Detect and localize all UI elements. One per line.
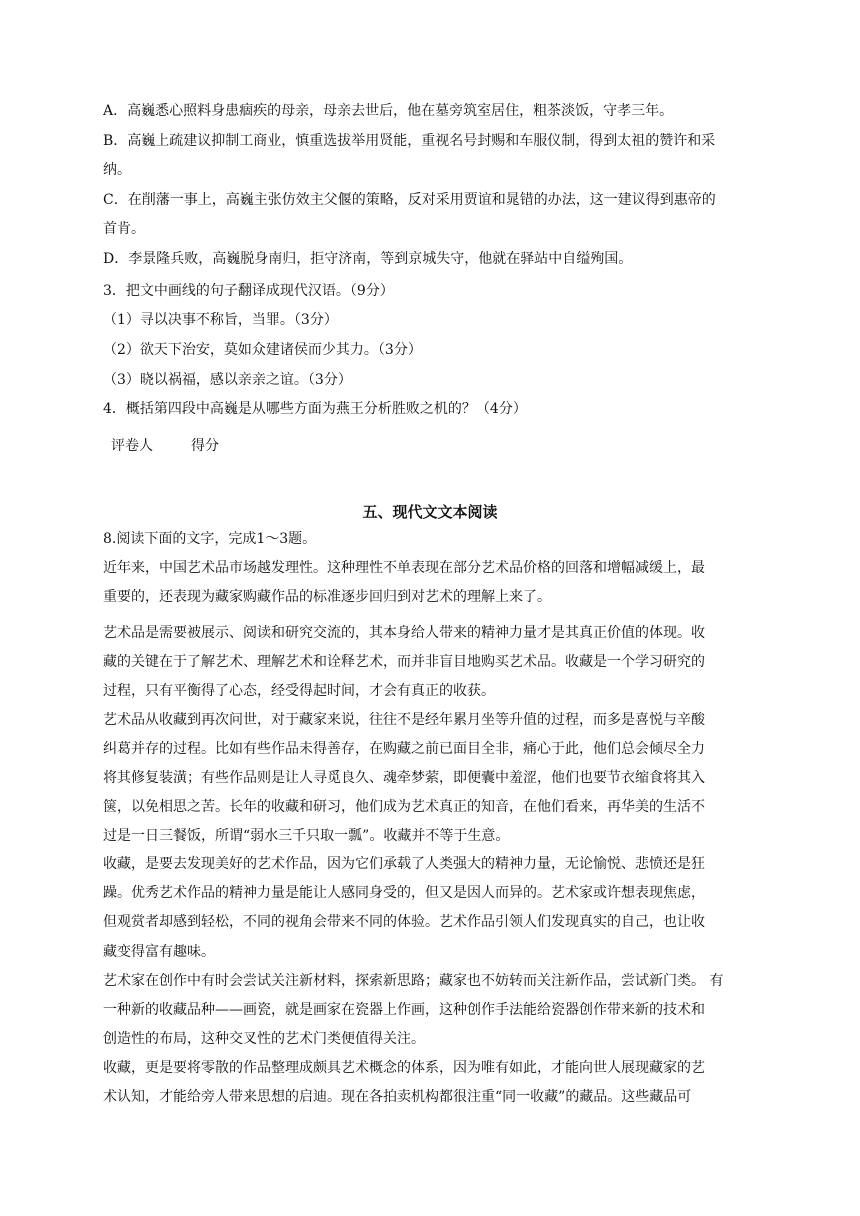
passage-line: 过是一日三餐饭，所谓“弱水三千只取一瓢”。收藏并不等于生意。 — [103, 828, 510, 844]
question-3-1: （1）寻以决事不称旨，当罪。（3分） — [103, 312, 338, 328]
passage-line: 重要的，还表现为藏家购藏作品的标准逐步回归到对艺术的理解上来了。 — [103, 589, 551, 605]
passage-line: 过程，只有平衡得了心态，经受得起时间，才会有真正的收获。 — [103, 683, 495, 699]
passage-line: 术认知，才能给旁人带来思想的启迪。现在各拍卖机构都很注重“同一收藏”的藏品。这些藏品可 — [103, 1089, 692, 1105]
passage-line: 艺术品从收藏到再次问世，对于藏家来说，往往不是经年累月坐等升值的过程，而多是喜悦与辛酸 — [103, 712, 705, 728]
option-b-line-2: 纳。 — [103, 162, 131, 178]
option-d: D．李景隆兵败，高巍脱身南归，拒守济南，等到京城失守，他就在驿站中自缢殉国。 — [103, 251, 633, 267]
grader-label: 评卷人 — [111, 438, 153, 454]
passage-line: 收藏，更是要将零散的作品整理成颇具艺术概念的体系，因为唯有如此，才能向世人展现藏家的艺 — [103, 1060, 705, 1076]
passage-line: 收藏，是要去发现美好的艺术作品，因为它们承载了人类强大的精神力量，无论愉悦、悲愤还是狂 — [103, 856, 705, 872]
passage-line: 箧，以免相思之苦。长年的收藏和研习，他们成为艺术真正的知音，在他们看来，再华美的生活不 — [103, 799, 705, 815]
passage-line: 但观赏者却感到轻松，不同的视角会带来不同的体验。艺术作品引领人们发现真实的自己，也让收 — [103, 914, 705, 930]
option-a: A．高巍悉心照料身患痼疾的母亲，母亲去世后，他在墓旁筑室居住，粗茶淡饭，守孝三年。 — [103, 103, 674, 119]
passage-line: 将其修复装潢；有些作品则是让人寻觅良久、魂牵梦萦，即便囊中羞涩，他们也要节衣缩食将其入 — [103, 770, 705, 786]
question-3: 3．把文中画线的句子翻译成现代汉语。（9分） — [103, 283, 394, 299]
reading-prompt: 8.阅读下面的文字，完成1～3题。 — [103, 531, 317, 547]
passage-line: 创造性的布局，这种交叉性的艺术门类便值得关注。 — [103, 1031, 425, 1047]
passage-line: 艺术家在创作中有时会尝试关注新材料，探索新思路；藏家也不妨转而关注新作品，尝试新门类。 有 — [103, 973, 724, 989]
question-3-2: （2）欲天下治安，莫如众建诸侯而少其力。（3分） — [103, 342, 422, 358]
passage-line: 一种新的收藏品种——画瓷，就是画家在瓷器上作画，这种创作手法能给瓷器创作带来新的技术和 — [103, 1002, 705, 1018]
option-b-line-1: B．高巍上疏建议抑制工商业，慎重选拔举用贤能，重视名号封赐和车服仪制，得到太祖的赞许和采 — [103, 133, 716, 149]
score-label: 得分 — [191, 438, 219, 454]
question-3-3: （3）晓以祸福，感以亲亲之谊。（3分） — [103, 372, 352, 388]
section-title: 五、现代文文本阅读 — [362, 503, 498, 521]
passage-line: 艺术品是需要被展示、阅读和研究交流的，其本身给人带来的精神力量才是其真正价值的体现。收 — [103, 625, 705, 641]
passage-line: 藏变得富有趣味。 — [103, 944, 215, 960]
passage-line: 近年来，中国艺术品市场越发理性。这种理性不单表现在部分艺术品价格的回落和增幅减缓上，最 — [103, 560, 705, 576]
option-c-line-2: 首肯。 — [103, 221, 145, 237]
option-c-line-1: C．在削藩一事上，高巍主张仿效主父偃的策略，反对采用贾谊和晁错的办法，这一建议得到惠帝的 — [103, 192, 716, 208]
passage-line: 躁。优秀艺术作品的精神力量是能让人感同身受的，但又是因人而异的。艺术家或许想表现焦虑， — [103, 885, 705, 901]
passage-line: 纠葛并存的过程。比如有些作品未得善存，在购藏之前已面目全非，痛心于此，他们总会倾尽全力 — [103, 741, 705, 757]
passage-line: 藏的关键在于了解艺术、理解艺术和诠释艺术，而并非盲目地购买艺术品。收藏是一个学习研究的 — [103, 654, 705, 670]
question-4: 4．概括第四段中高巍是从哪些方面为燕王分析胜败之机的？（4分） — [103, 401, 527, 417]
